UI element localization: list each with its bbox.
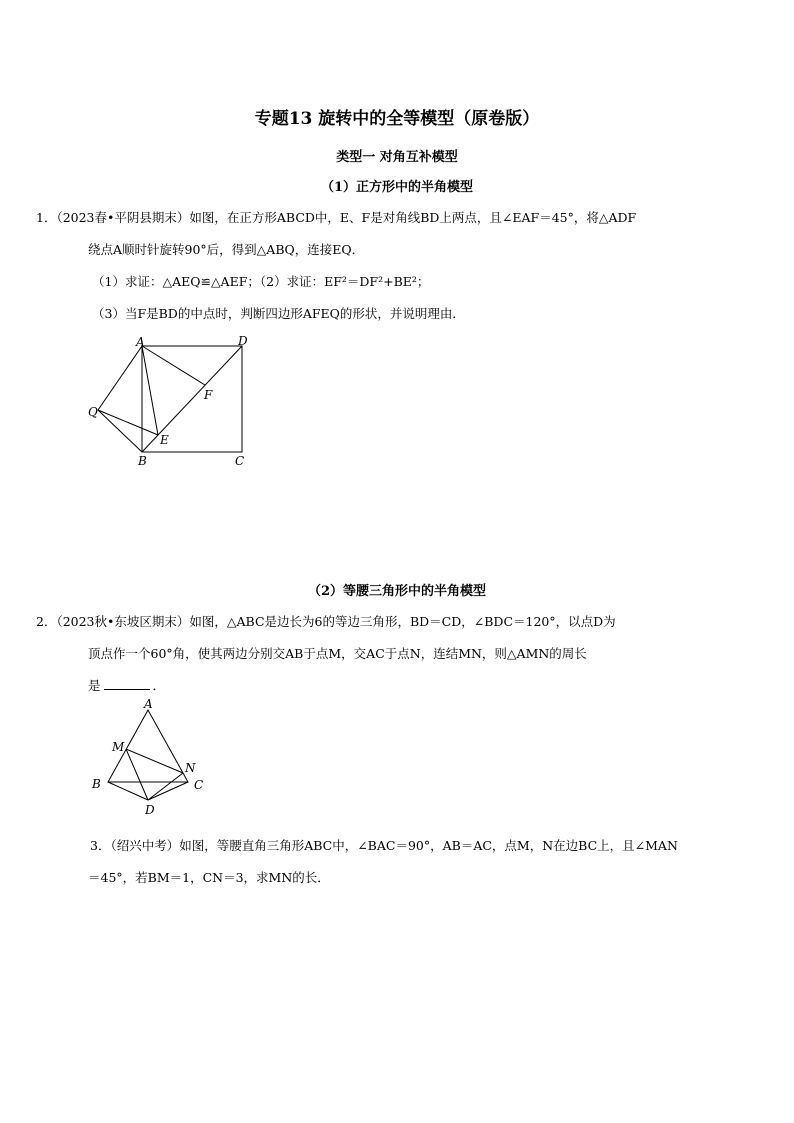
problem1-line4: （3）当F是BD的中点时，判断四边形AFEQ的形状，并说明理由． bbox=[92, 306, 465, 321]
label-c: C bbox=[235, 454, 245, 468]
diagonal-bd bbox=[142, 346, 242, 452]
section2-heading: （2）等腰三角形中的半角模型 bbox=[307, 584, 487, 599]
label-n: N bbox=[185, 761, 196, 775]
label-b: B bbox=[138, 454, 147, 468]
problem3-line1: 3．（绍兴中考）如图，等腰直角三角形ABC中，∠BAC＝90°，AB＝AC，点M，N在边BC上，且∠MAN bbox=[90, 838, 678, 853]
label-d: D bbox=[238, 334, 248, 348]
problem2-line2: 顶点作一个60°角，使其两边分别交AB于点M，交AC于点N，连结MN，则△AMN的周长 bbox=[88, 646, 587, 661]
problem1-figure bbox=[80, 332, 280, 472]
section1-heading: （1）正方形中的半角模型 bbox=[320, 180, 474, 195]
segment-bd bbox=[108, 782, 148, 800]
problem2-line3-prefix: 是 bbox=[88, 678, 101, 693]
answer-blank[interactable] bbox=[104, 676, 150, 690]
problem1-line3: （1）求证：△AEQ≌△AEF；（2）求证：EF²＝DF²+BE²； bbox=[92, 274, 430, 289]
problem3-line2: ＝45°，若BM＝1，CN＝3，求MN的长． bbox=[88, 870, 330, 885]
label-f: F bbox=[204, 388, 213, 402]
segment-af bbox=[142, 346, 205, 385]
segment-aq bbox=[98, 346, 142, 410]
label-e: E bbox=[160, 433, 169, 447]
label-m: M bbox=[112, 740, 125, 754]
label-b2: B bbox=[92, 777, 101, 791]
label-d2: D bbox=[145, 803, 155, 817]
type-heading: 类型一 对角互补模型 bbox=[336, 150, 458, 165]
problem1-line2: 绕点A顺时针旋转90°后，得到△ABQ，连接EQ． bbox=[88, 242, 365, 257]
page-title: 专题13 旋转中的全等模型（原卷版） bbox=[254, 109, 540, 129]
segment-qe bbox=[98, 410, 158, 435]
segment-ae bbox=[142, 346, 158, 435]
label-a: A bbox=[136, 335, 145, 349]
problem2-line3 bbox=[88, 676, 165, 694]
problem2-line1: 2．（2023秋•东坡区期末）如图，△ABC是边长为6的等边三角形，BD＝CD，∠BDC＝120°，以点D为 bbox=[36, 614, 616, 629]
label-q: Q bbox=[88, 405, 98, 419]
label-a2: A bbox=[144, 697, 153, 711]
problem2-figure bbox=[84, 694, 224, 824]
label-c2: C bbox=[194, 778, 204, 792]
problem2-line3-suffix: ． bbox=[152, 678, 166, 693]
segment-qb bbox=[98, 410, 142, 452]
problem1-line1: 1．（2023春•平阴县期末）如图，在正方形ABCD中，E、F是对角线BD上两点，且∠EAF＝45°，将△ADF bbox=[36, 210, 637, 225]
